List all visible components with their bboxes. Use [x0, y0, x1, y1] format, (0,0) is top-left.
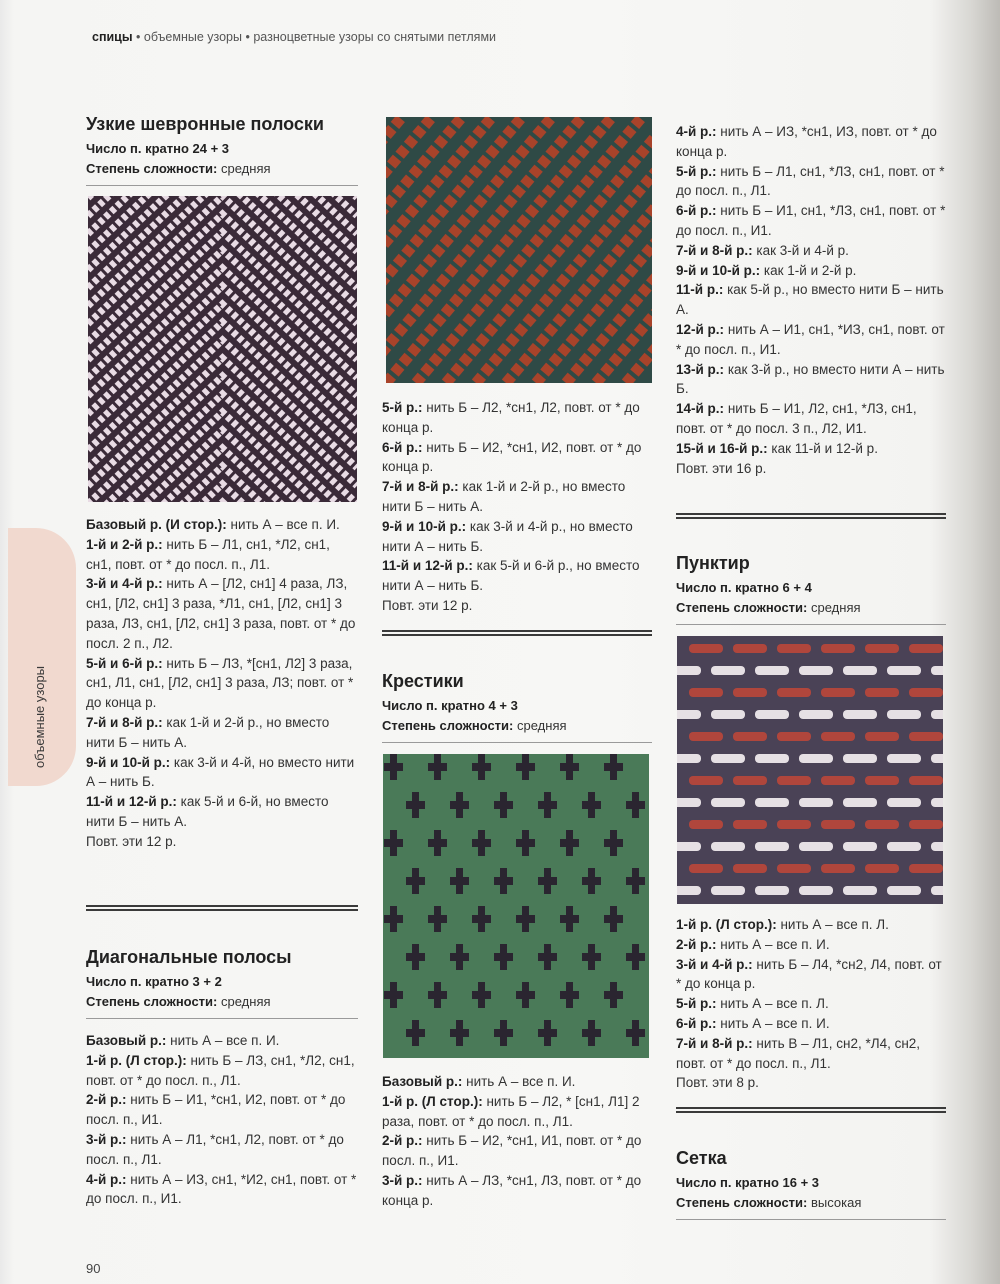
instruction-row-label: 3-й и 4-й р.: [86, 576, 163, 592]
instruction-row [676, 915, 946, 935]
instruction-row-label: 12-й р.: [676, 321, 725, 337]
instruction-row-label: Базовый р. (И стор.): [86, 517, 227, 532]
instruction-row-label: 7-й и 8-й р.: [382, 479, 459, 495]
instruction-row [86, 713, 358, 753]
instruction-row-text: Повт. эти 12 р. [382, 597, 473, 613]
instruction-row-text: нить А – ЛЗ, *сн1, ЛЗ, повт. от * до конца р. [382, 1172, 642, 1208]
instruction-row-text: как 5-й и 6-й р., но вместо нити А – нить Б. [382, 558, 640, 594]
instruction-row [676, 162, 946, 202]
instruction-row-label: 1-й и 2-й р.: [86, 536, 163, 552]
instruction-row-text: нить Б – И2, *сн1, И1, повт. от * до посл. п., И1. [382, 1133, 642, 1169]
instruction-row [676, 955, 946, 995]
running-head-subsection: разноцветные узоры со снятыми петлями [253, 30, 497, 44]
pattern-crosses-header [382, 670, 652, 743]
instruction-row-text: как 5-й р., но вместо нити Б – нить А. [676, 282, 944, 318]
instruction-row-label: 11-й и 12-й р.: [86, 794, 177, 810]
pattern-dots-header [676, 552, 946, 625]
instruction-row-label: Базовый р.: [382, 1074, 463, 1089]
instruction-row [676, 399, 946, 439]
instruction-row-text: нить В – Л1, сн2, *Л4, сн2, повт. от * до посл. п., Л1. [676, 1035, 921, 1071]
instruction-row-label: 6-й р.: [382, 439, 423, 455]
instruction-row [676, 241, 946, 261]
instruction-row-label: 5-й р.: [676, 163, 717, 179]
instruction-row [86, 832, 358, 852]
difficulty-label: Степень сложности: [382, 718, 514, 733]
instruction-row-text: нить Б – Л1, сн1, *ЛЗ, сн1, повт. от * до посл. п., Л1. [676, 163, 945, 199]
instruction-row [86, 1090, 358, 1130]
instruction-row-label: 4-й р.: [86, 1171, 127, 1187]
instruction-row-text: нить А – все п. Л. [716, 996, 829, 1012]
pattern-grid-header [676, 1147, 946, 1220]
instruction-row [86, 753, 358, 793]
instruction-row [86, 1031, 358, 1051]
section-divider [86, 905, 358, 911]
instruction-row-label: 3-й и 4-й р.: [676, 956, 753, 972]
instruction-row-text: как 3-й и 4-й, но вместо нити А – нить Б. [86, 754, 355, 790]
pattern-multiple: Число п. кратно 6 + 4 [676, 580, 812, 595]
instruction-row [382, 1131, 652, 1171]
difficulty-value: средняя [517, 718, 567, 733]
instruction-row-label: 4-й р.: [676, 124, 717, 139]
instruction-row [382, 438, 652, 478]
chevron-swatch-image [88, 196, 357, 502]
instruction-row-text: как 11-й и 12-й р. [767, 440, 878, 456]
divider [86, 185, 358, 186]
difficulty-value: высокая [811, 1195, 862, 1210]
instruction-row-text: как 3-й и 4-й р., но вместо нити А – нить Б. [382, 518, 633, 554]
instruction-row-label: 3-й р.: [382, 1172, 423, 1188]
instruction-row-label: Базовый р.: [86, 1033, 167, 1048]
instruction-row-label: 11-й р.: [676, 282, 724, 298]
instruction-row-text: нить А – все п. И. [462, 1074, 576, 1089]
instruction-row [676, 439, 946, 459]
instruction-row-text: нить Б – Л2, *сн1, Л2, повт. от * до конца р. [382, 400, 640, 435]
instruction-row [86, 574, 358, 653]
instruction-row [676, 320, 946, 360]
difficulty-label: Степень сложности: [86, 994, 218, 1009]
instruction-row-text: как 1-й и 2-й р., но вместо нити Б – нить А. [86, 714, 330, 750]
instruction-row [676, 935, 946, 955]
instruction-row-label: 2-й р.: [86, 1092, 127, 1108]
instruction-row-label: 9-й и 10-й р.: [86, 754, 171, 770]
instruction-row-label: 6-й р.: [676, 1015, 717, 1031]
instruction-row-text: нить Б – Л1, сн1, *Л2, сн1, сн1, повт. от * до посл. п., Л1. [86, 536, 330, 572]
instruction-row-label: 3-й р.: [86, 1131, 127, 1147]
instruction-row-label: 13-й р.: [676, 361, 725, 377]
instruction-row-text: нить А – И1, сн1, *ИЗ, сн1, повт. от * до посл. п., И1. [676, 321, 945, 357]
instruction-row-text: нить Б – И1, *сн1, И2, повт. от * до посл. п., И1. [86, 1092, 346, 1128]
instruction-row [382, 1171, 652, 1211]
section-divider [382, 630, 652, 636]
instruction-row [676, 122, 946, 162]
crosses-instructions [382, 1072, 652, 1211]
instruction-row-label: 1-й р. (Л стор.): [676, 917, 777, 932]
instruction-row-text: нить А – все п. И. [716, 936, 830, 952]
instruction-row-text: как 3-й и 4-й р. [752, 242, 849, 258]
instruction-row-text: Повт. эти 16 р. [676, 460, 767, 476]
divider [86, 1018, 358, 1019]
instruction-row [86, 1130, 358, 1170]
instruction-row [86, 792, 358, 832]
instruction-row [676, 1014, 946, 1034]
side-tab-label: объемные узоры [32, 665, 47, 768]
section-side-tab [8, 528, 76, 786]
page-number: 90 [86, 1261, 101, 1276]
instruction-row [676, 261, 946, 281]
dots-instructions [676, 915, 946, 1093]
diagonal-swatch-image [386, 117, 652, 383]
running-head-category: спицы [92, 30, 133, 44]
pattern-multiple: Число п. кратно 24 + 3 [86, 141, 230, 156]
pattern-title: Сетка [676, 1148, 727, 1168]
section-divider [676, 1107, 946, 1113]
instruction-row-text: как 1-й и 2-й р., но вместо нити Б – нить А. [382, 479, 626, 514]
instruction-row-label: 5-й р.: [676, 996, 717, 1012]
instruction-row-text: нить Б – ЛЗ, *[сн1, Л2] 3 раза, сн1, Л1, сн1, [Л2, сн1] 3 раза, ЛЗ; повт. от * до конца р. [86, 655, 354, 711]
difficulty-value: средняя [221, 161, 271, 176]
instruction-row-label: 7-й и 8-й р.: [676, 1035, 753, 1051]
pattern-multiple: Число п. кратно 16 + 3 [676, 1175, 820, 1190]
divider [382, 742, 652, 743]
difficulty-label: Степень сложности: [86, 161, 218, 176]
instruction-row [676, 459, 946, 479]
chevron-instructions [86, 515, 358, 852]
instruction-row [382, 517, 652, 557]
pattern-title: Крестики [382, 671, 464, 691]
instruction-row [382, 1092, 652, 1132]
instruction-row-text: нить А – ИЗ, *сн1, ИЗ, повт. от * до конца р. [676, 124, 937, 159]
pattern-chevron-header [86, 113, 358, 186]
instruction-row [676, 360, 946, 400]
instruction-row-label: 9-й и 10-й р.: [382, 518, 467, 534]
instruction-row-label: 7-й и 8-й р.: [86, 714, 163, 730]
instruction-row [382, 556, 652, 596]
instruction-row [86, 1051, 358, 1091]
dots-swatch-image [677, 636, 943, 904]
instruction-row-label: 7-й и 8-й р.: [676, 242, 753, 258]
difficulty-value: средняя [221, 994, 271, 1009]
instruction-row [382, 398, 652, 438]
instruction-row-label: 2-й р.: [676, 936, 717, 952]
instruction-row-label: 1-й р. (Л стор.): [382, 1093, 483, 1109]
instruction-row [86, 515, 358, 535]
instruction-row [676, 994, 946, 1014]
instruction-row-text: нить А – ИЗ, сн1, *И2, сн1, повт. от * до посл. п., И1. [86, 1171, 357, 1207]
instruction-row [86, 535, 358, 575]
instruction-row-text: нить Б – ЛЗ, сн1, *Л2, сн1, повт. от * до посл. п., Л1. [86, 1052, 355, 1088]
divider [676, 1219, 946, 1220]
instruction-row-text: нить А – Л1, *сн1, Л2, повт. от * до посл. п., Л1. [86, 1131, 344, 1167]
instruction-row-text: нить Б – Л2, * [сн1, Л1] 2 раза, повт. от * до посл. п., Л1. [382, 1093, 640, 1129]
pattern-multiple: Число п. кратно 4 + 3 [382, 698, 518, 713]
pattern-multiple: Число п. кратно 3 + 2 [86, 974, 222, 989]
crosses-swatch-image [383, 754, 649, 1058]
instruction-row-label: 5-й и 6-й р.: [86, 655, 163, 671]
instruction-row-text: как 1-й и 2-й р. [760, 262, 857, 278]
instruction-row [86, 654, 358, 713]
instruction-row-text: нить Б – И2, *сн1, И2, повт. от * до конца р. [382, 439, 642, 475]
section-divider [676, 513, 946, 519]
instruction-row-text: нить Б – И1, сн1, *ЛЗ, сн1, повт. от * до посл. п., И1. [676, 203, 946, 238]
instruction-row-text: как 3-й р., но вместо нити А – нить Б. [676, 361, 945, 397]
instruction-row [382, 596, 652, 616]
instruction-row-label: 15-й и 16-й р.: [676, 440, 768, 456]
instruction-row-label: 9-й и 10-й р.: [676, 262, 761, 278]
instruction-row [676, 280, 946, 320]
pattern-title: Диагональные полосы [86, 947, 292, 967]
instruction-row [86, 1170, 358, 1210]
difficulty-label: Степень сложности: [676, 600, 808, 615]
instruction-row-label: 2-й р.: [382, 1133, 423, 1149]
difficulty-value: средняя [811, 600, 861, 615]
instruction-row-text: нить А – все п. И. [166, 1033, 280, 1048]
difficulty-label: Степень сложности: [676, 1195, 808, 1210]
pattern-title: Пунктир [676, 553, 750, 573]
instruction-row-label: 6-й р.: [676, 203, 717, 219]
instruction-row-text: нить А – все п. И. [716, 1015, 830, 1031]
instruction-row-text: нить А – все п. И. [226, 517, 340, 532]
pattern-diagonal-header [86, 946, 358, 1019]
instruction-row-text: нить Б – И1, Л2, сн1, *ЛЗ, сн1, повт. от * до посл. 3 п., Л2, И1. [676, 401, 917, 436]
divider [676, 624, 946, 625]
instruction-row [676, 1073, 946, 1093]
instruction-row [676, 1034, 946, 1074]
crosses-instructions-continued [676, 122, 946, 478]
instruction-row-text: как 5-й и 6-й, но вместо нити Б – нить А. [86, 794, 329, 829]
instruction-row-text: нить А – все п. Л. [776, 917, 889, 932]
instruction-row-text: нить Б – Л4, *сн2, Л4, повт. от * до конца р. [676, 956, 942, 992]
pattern-title: Узкие шевронные полоски [86, 114, 324, 134]
instruction-row-label: 5-й р.: [382, 400, 423, 415]
running-head-section: объемные узоры [143, 30, 242, 44]
diagonal-instructions [86, 1031, 358, 1209]
instruction-row-text: Повт. эти 12 р. [86, 833, 177, 849]
instruction-row-text: Повт. эти 8 р. [676, 1075, 759, 1091]
diagonal-instructions-continued [382, 398, 652, 616]
instruction-row-label: 11-й и 12-й р.: [382, 558, 473, 574]
instruction-row [676, 201, 946, 241]
instruction-row-text: нить А – [Л2, сн1] 4 раза, ЛЗ, сн1, [Л2, сн1] 3 раза, *Л1, сн1, [Л2, сн1] 3 раза, ЛЗ, сн1, [Л2, сн1] 3 раза, повт. от * до посл. 2 п., Л2. [86, 576, 356, 651]
instruction-row [382, 1072, 652, 1092]
instruction-row [382, 477, 652, 517]
instruction-row-label: 14-й р.: [676, 401, 725, 417]
instruction-row-label: 1-й р. (Л стор.): [86, 1052, 187, 1068]
running-head: спицы • объемные узоры • разноцветные узоры со снятыми петлями [92, 30, 497, 44]
